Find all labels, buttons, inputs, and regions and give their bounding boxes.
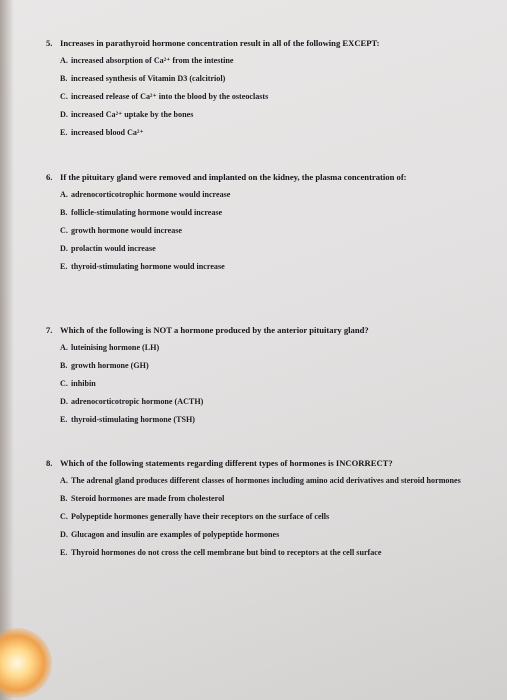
answer-options [60,343,466,426]
option-letter: A. [60,55,68,65]
question-text: Increases in parathyroid hormone concentration result in all of the following EXCEPT: [60,38,380,48]
answer-option-b [60,208,466,219]
answer-option-c [60,92,466,103]
option-letter: D. [60,529,68,539]
option-text: increased synthesis of Vitamin D3 (calcitriol) [71,73,226,83]
answer-options [60,56,466,139]
option-text: growth hormone would increase [71,225,182,235]
option-letter: B. [60,207,68,217]
option-text: The adrenal gland produces different classes of hormones including amino acid derivatives and steroid hormones [71,475,461,485]
answer-options [60,190,466,273]
answer-option-d [60,110,466,121]
option-text: Polypeptide hormones generally have their receptors on the surface of cells [71,511,330,521]
option-letter: D. [60,243,68,253]
question-number: 7. [46,325,53,335]
question-8 [46,458,466,566]
answer-option-c [60,512,466,523]
option-letter: E. [60,127,68,137]
answer-option-a [60,56,466,67]
option-text: increased blood Ca²⁺ [71,127,144,137]
option-letter: A. [60,189,68,199]
option-letter: E. [60,414,68,424]
answer-option-d [60,397,466,408]
answer-option-a [60,190,466,201]
answer-option-e [60,262,466,273]
option-text: follicle-stimulating hormone would increase [71,207,223,217]
answer-option-a [60,343,466,354]
answer-option-e [60,128,466,139]
option-letter: C. [60,225,68,235]
option-text: increased absorption of Ca²⁺ from the intestine [71,55,234,65]
option-text: adrenocorticotrophic hormone would increase [71,189,231,199]
answer-option-e [60,415,466,426]
question-number: 6. [46,172,53,182]
question-stem [46,325,466,337]
option-letter: C. [60,378,68,388]
option-text: thyroid-stimulating hormone (TSH) [71,414,195,424]
answer-option-c [60,226,466,237]
option-letter: B. [60,493,68,503]
option-text: increased release of Ca²⁺ into the blood by the osteoclasts [71,91,269,101]
option-letter: C. [60,91,68,101]
option-text: Steroid hormones are made from cholesterol [71,493,225,503]
option-letter: A. [60,342,68,352]
option-letter: C. [60,511,68,521]
answer-option-a [60,476,466,487]
option-text: adrenocorticotropic hormone (ACTH) [71,396,204,406]
question-text: Which of the following is NOT a hormone produced by the anterior pituitary gland? [60,325,369,335]
option-text: luteinising hormone (LH) [71,342,160,352]
option-letter: D. [60,109,68,119]
option-letter: E. [60,261,68,271]
question-6 [46,172,466,280]
question-7 [46,325,466,433]
option-text: prolactin would increase [71,243,156,253]
page-edge-shadow [0,0,14,700]
option-text: growth hormone (GH) [71,360,149,370]
option-text: increased Ca²⁺ uptake by the bones [71,109,194,119]
question-5 [46,38,466,146]
option-letter: A. [60,475,68,485]
answer-option-d [60,244,466,255]
question-text: Which of the following statements regarding different types of hormones is INCORRECT? [60,458,393,468]
answer-option-b [60,494,466,505]
option-text: Thyroid hormones do not cross the cell membrane but bind to receptors at the cell surface [71,547,382,557]
question-number: 5. [46,38,53,48]
answer-options [60,476,466,559]
answer-option-e [60,548,466,559]
option-letter: B. [60,360,68,370]
option-text: Glucagon and insulin are examples of polypeptide hormones [71,529,280,539]
option-text: inhibin [71,378,96,388]
option-letter: B. [60,73,68,83]
answer-option-d [60,530,466,541]
question-stem [46,172,466,184]
option-letter: D. [60,396,68,406]
answer-option-b [60,361,466,372]
question-stem [46,38,466,50]
question-stem [46,458,466,470]
answer-option-b [60,74,466,85]
question-number: 8. [46,458,53,468]
question-text: If the pituitary gland were removed and implanted on the kidney, the plasma concentration of: [60,172,407,182]
option-letter: E. [60,547,68,557]
answer-option-c [60,379,466,390]
option-text: thyroid-stimulating hormone would increase [71,261,225,271]
